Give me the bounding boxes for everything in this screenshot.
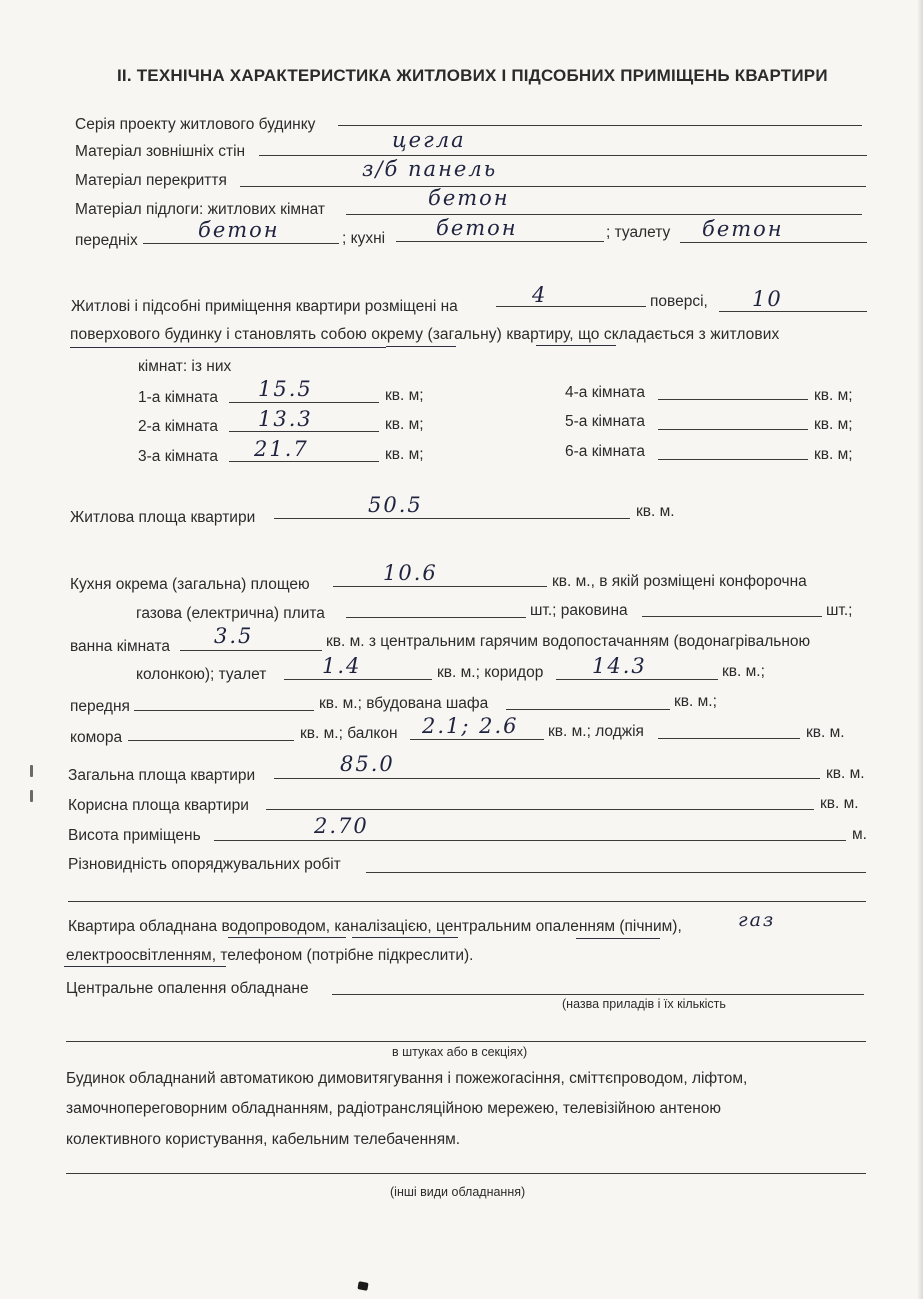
underline-electric xyxy=(64,966,226,967)
kitchen-area-suffix: кв. м., в якій розміщені конфорочна xyxy=(552,573,807,590)
walls-value: цегла xyxy=(392,128,466,152)
shared-apartment: (загальну) xyxy=(427,326,502,343)
total-area-label: Загальна площа квартири xyxy=(68,767,256,784)
located-label: Житлові і підсобні приміщення квартири розміщені на xyxy=(71,298,458,315)
room4-unit: кв. м; xyxy=(814,387,853,404)
apartment-type-line xyxy=(70,326,779,344)
room5-unit: кв. м; xyxy=(814,416,853,433)
total-area-line xyxy=(274,778,820,779)
hall-label: передніх xyxy=(75,232,138,249)
rooms-of-label: кімнат: із них xyxy=(138,358,232,375)
underline-sewer xyxy=(352,937,458,938)
hall-field-line xyxy=(143,243,339,244)
ceiling-value: з/б панель xyxy=(362,157,498,181)
wardrobe-unit: кв. м.; xyxy=(674,693,717,710)
sink-line xyxy=(642,616,822,617)
finishing-label: Різновидність опоряджувальних робіт xyxy=(68,856,341,873)
finishing-line-2 xyxy=(68,901,866,902)
balcony-value: 2.1; 2.6 xyxy=(422,714,519,738)
devices-note: (назва приладів і їх кількість xyxy=(562,997,726,1011)
kitchen-area-line xyxy=(333,586,547,587)
floor-number-value: 4 xyxy=(532,283,548,307)
building-text-2: замочнопереговорним обладнанням, радіотрансляційною мережею, телевізійною антеною xyxy=(66,1100,722,1117)
room3-unit: кв. м; xyxy=(385,446,424,463)
floor-hall-value: бетон xyxy=(198,218,280,242)
living-area-value: 50.5 xyxy=(368,493,423,517)
apartment-word: квартиру, xyxy=(506,326,574,343)
other-equipment-line xyxy=(66,1173,866,1174)
room6-line xyxy=(658,459,808,460)
room2-line xyxy=(229,431,379,432)
equip-electric: електроосвітленням, xyxy=(66,947,217,964)
ink-mark xyxy=(357,1281,368,1291)
storeys-line xyxy=(719,311,867,312)
underline-heating xyxy=(576,938,660,939)
equip-heating: опаленням xyxy=(535,918,616,935)
underline-apartment xyxy=(536,345,616,346)
stove-line xyxy=(346,617,526,618)
corridor-label: кв. м.; коридор xyxy=(437,664,544,681)
floor-label: Матеріал підлоги: житлових кімнат xyxy=(75,201,325,218)
finishing-line xyxy=(366,872,866,873)
corridor-line xyxy=(556,679,718,680)
total-area-unit: кв. м. xyxy=(826,765,865,782)
bathroom-label: ванна кімната xyxy=(70,638,170,655)
living-area-label: Житлова площа квартири xyxy=(70,509,256,526)
corridor-unit: кв. м.; xyxy=(722,663,765,680)
wardrobe-line xyxy=(506,709,670,710)
walls-label: Матеріал зовнішніх стін xyxy=(75,143,246,160)
bathroom-suffix: кв. м. з центральним гарячим водопостачанням (водонагрівальною xyxy=(326,633,811,650)
underline-storey xyxy=(70,347,386,348)
kitchen-field-line xyxy=(396,241,604,242)
equip-stove: (пічним), xyxy=(619,918,682,935)
equipment-line-1 xyxy=(68,918,682,936)
building-text-3: колективного користування, кабельним телебаченням. xyxy=(66,1131,461,1148)
room4-label: 4-а кімната xyxy=(565,384,645,401)
living-area-line xyxy=(274,518,630,519)
room5-line xyxy=(658,429,808,430)
kitchen-area-value: 10.6 xyxy=(383,561,438,585)
corridor-value: 14.3 xyxy=(592,654,647,678)
floor-toilet-value: бетон xyxy=(702,217,784,241)
storey-text-1: поверхового будинку і становлять собою xyxy=(70,326,367,343)
front-line xyxy=(134,710,314,711)
storey-text-5: що складається з житлових xyxy=(578,326,780,343)
floor-kitchen-value: бетон xyxy=(436,216,518,240)
storeys-value: 10 xyxy=(752,287,783,311)
useful-area-unit: кв. м. xyxy=(820,795,859,812)
room3-label: 3-а кімната xyxy=(138,448,218,465)
room2-unit: кв. м; xyxy=(385,416,424,433)
loggia-label: кв. м.; лоджія xyxy=(548,723,644,740)
total-area-value: 85.0 xyxy=(340,752,395,776)
central-heating-line xyxy=(332,994,864,995)
height-label: Висота приміщень xyxy=(68,827,201,844)
pantry-label: комора xyxy=(70,729,123,746)
room3-line xyxy=(229,461,379,462)
underline-water xyxy=(228,937,346,938)
balcony-line xyxy=(410,739,544,740)
walls-field-line xyxy=(259,155,867,156)
room1-value: 15.5 xyxy=(258,377,313,401)
room5-label: 5-а кімната xyxy=(565,413,645,430)
devices-line xyxy=(66,1041,866,1042)
sink-unit: шт.; xyxy=(826,602,853,619)
floor-number-line xyxy=(496,306,646,307)
building-text-1: Будинок обладнаний автоматикою димовитягування і пожежогасіння, сміттєпроводом, ліфтом, xyxy=(66,1070,748,1087)
ceiling-label: Матеріал перекриття xyxy=(75,172,227,189)
form-title: ІІ. ТЕХНІЧНА ХАРАКТЕРИСТИКА ЖИТЛОВИХ І ПІДСОБНИХ ПРИМІЩЕНЬ КВАРТИРИ xyxy=(117,66,828,85)
equip-central: центральним xyxy=(436,918,532,935)
room4-line xyxy=(658,399,808,400)
room2-value: 13.3 xyxy=(258,407,313,431)
room1-unit: кв. м; xyxy=(385,387,424,404)
underline-separate xyxy=(386,346,456,347)
loggia-line xyxy=(658,738,800,739)
toilet-field-line xyxy=(680,242,867,243)
units-note: в штуках або в секціях) xyxy=(392,1045,528,1059)
equipment-line-2 xyxy=(66,947,473,965)
wardrobe-label: кв. м.; вбудована шафа xyxy=(319,695,489,712)
sink-label: шт.; раковина xyxy=(530,602,628,619)
equip-intro: Квартира обладнана xyxy=(68,918,218,935)
front-label: передня xyxy=(70,698,130,715)
bathroom-value: 3.5 xyxy=(214,624,254,648)
separate-apartment: окрему xyxy=(371,326,424,343)
equip-sewer: каналізацією, xyxy=(334,918,432,935)
height-unit: м. xyxy=(852,826,867,843)
bathroom-line xyxy=(180,650,322,651)
living-area-unit: кв. м. xyxy=(636,503,675,520)
toilet-area-value: 1.4 xyxy=(322,654,362,678)
room6-label: 6-а кімната xyxy=(565,443,645,460)
useful-area-label: Корисна площа квартири xyxy=(68,797,249,814)
floor-rooms-value: бетон xyxy=(428,186,510,210)
toilet-label: ; туалету xyxy=(606,224,671,241)
height-line xyxy=(214,840,846,841)
floor-word: поверсі, xyxy=(650,293,708,310)
margin-mark xyxy=(30,790,33,802)
kitchen-label: ; кухні xyxy=(342,230,386,247)
room3-value: 21.7 xyxy=(254,437,309,461)
ceiling-field-line xyxy=(240,186,866,187)
floor-field-line xyxy=(346,214,862,215)
room1-label: 1-а кімната xyxy=(138,389,218,406)
equip-water: водопроводом, xyxy=(221,918,331,935)
scan-edge-shadow xyxy=(917,0,923,1299)
margin-mark xyxy=(30,765,33,777)
balcony-label: кв. м.; балкон xyxy=(300,725,398,742)
room6-unit: кв. м; xyxy=(814,446,853,463)
gas-value: газ xyxy=(738,909,776,931)
equip-phone: телефоном (потрібне підкреслити). xyxy=(220,947,474,964)
height-value: 2.70 xyxy=(314,814,369,838)
series-label: Серія проекту житлового будинку xyxy=(75,116,316,133)
boiler-toilet-label: колонкою); туалет xyxy=(136,666,267,683)
room2-label: 2-а кімната xyxy=(138,418,218,435)
useful-area-line xyxy=(266,809,814,810)
loggia-unit: кв. м. xyxy=(806,724,845,741)
pantry-line xyxy=(128,740,294,741)
series-field-line xyxy=(338,125,862,126)
toilet-area-line xyxy=(284,679,432,680)
central-heating-label: Центральне опалення обладнане xyxy=(66,980,309,997)
other-equipment-note: (інші види обладнання) xyxy=(390,1185,526,1199)
stove-label: газова (електрична) плита xyxy=(136,605,325,622)
kitchen-area-label: Кухня окрема (загальна) площею xyxy=(70,576,310,593)
room1-line xyxy=(229,402,379,403)
